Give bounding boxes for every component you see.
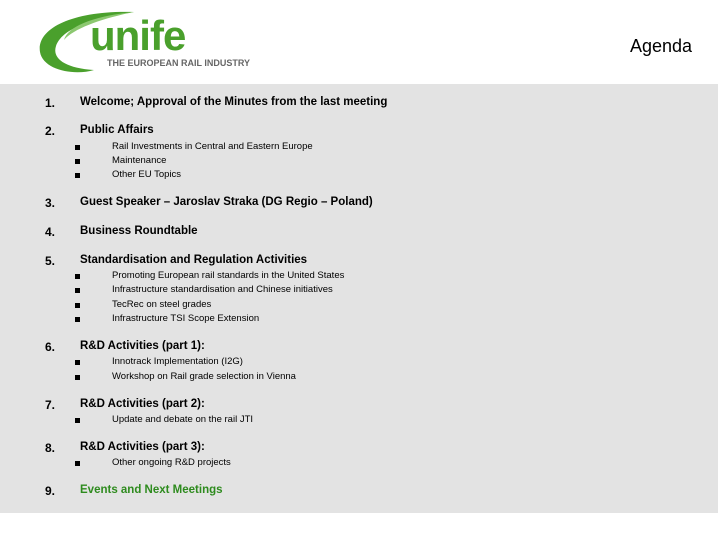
bullet-icon bbox=[75, 360, 80, 365]
bullet-icon bbox=[75, 159, 80, 164]
item-number: 7. bbox=[45, 398, 56, 412]
logo-subtitle: THE EUROPEAN RAIL INDUSTRY bbox=[107, 58, 251, 68]
sub-item-text: Infrastructure TSI Scope Extension bbox=[112, 313, 260, 324]
sub-item-text: Rail Investments in Central and Eastern Europe bbox=[112, 141, 313, 152]
sub-item bbox=[0, 155, 718, 169]
item-number: 9. bbox=[45, 484, 56, 498]
item-number: 5. bbox=[45, 254, 56, 268]
agenda-item-3 bbox=[0, 196, 718, 212]
unife-logo bbox=[34, 8, 254, 76]
item-number: 4. bbox=[45, 225, 56, 239]
sub-item bbox=[0, 284, 718, 298]
item-label: R&D Activities (part 1): bbox=[80, 340, 205, 352]
bullet-icon bbox=[75, 317, 80, 322]
item-label: Business Roundtable bbox=[80, 225, 198, 237]
item-number: 3. bbox=[45, 196, 56, 210]
sub-item-text: Update and debate on the rail JTI bbox=[112, 414, 254, 425]
bullet-icon bbox=[75, 303, 80, 308]
agenda-item-6 bbox=[0, 340, 718, 356]
agenda-item-7 bbox=[0, 398, 718, 414]
agenda-item-2 bbox=[0, 124, 718, 140]
page-title: Agenda bbox=[629, 36, 692, 56]
agenda-item-5 bbox=[0, 254, 718, 270]
sub-item bbox=[0, 414, 718, 428]
item-number: 2. bbox=[45, 124, 56, 138]
sub-item-text: Infrastructure standardisation and Chinese initiatives bbox=[112, 284, 333, 295]
item-label: Events and Next Meetings bbox=[80, 484, 223, 496]
sub-item-text: Other ongoing R&D projects bbox=[112, 457, 231, 468]
sub-item bbox=[0, 356, 718, 370]
sub-item bbox=[0, 270, 718, 284]
sub-item bbox=[0, 169, 718, 183]
agenda-panel bbox=[0, 84, 718, 513]
item-label: R&D Activities (part 2): bbox=[80, 398, 205, 410]
sub-item-text: TecRec on steel grades bbox=[112, 299, 212, 310]
sub-item-text: Maintenance bbox=[112, 155, 167, 166]
bullet-icon bbox=[75, 288, 80, 293]
bullet-icon bbox=[75, 461, 80, 466]
bullet-icon bbox=[75, 375, 80, 380]
bullet-icon bbox=[75, 145, 80, 150]
logo-wordmark: unife bbox=[90, 12, 186, 59]
header bbox=[0, 0, 720, 84]
sub-item bbox=[0, 141, 718, 155]
agenda-item-8 bbox=[0, 441, 718, 457]
sub-item bbox=[0, 299, 718, 313]
item-number: 8. bbox=[45, 441, 56, 455]
item-number: 6. bbox=[45, 340, 56, 354]
sub-item-text: Innotrack Implementation (I2G) bbox=[112, 356, 243, 367]
item-number: 1. bbox=[45, 96, 56, 110]
bullet-icon bbox=[75, 274, 80, 279]
agenda-item-9 bbox=[0, 484, 718, 500]
sub-item bbox=[0, 371, 718, 385]
item-label: Welcome; Approval of the Minutes from the last meeting bbox=[80, 96, 388, 108]
item-label: Guest Speaker – Jaroslav Straka (DG Regio – Poland) bbox=[80, 196, 373, 208]
bullet-icon bbox=[75, 418, 80, 423]
item-label: R&D Activities (part 3): bbox=[80, 441, 205, 453]
bullet-icon bbox=[75, 173, 80, 178]
sub-item bbox=[0, 313, 718, 327]
sub-item-text: Promoting European rail standards in the United States bbox=[112, 270, 345, 281]
item-label: Standardisation and Regulation Activities bbox=[80, 254, 308, 266]
sub-item-text: Other EU Topics bbox=[112, 169, 181, 180]
sub-item bbox=[0, 457, 718, 471]
agenda-item-1 bbox=[0, 96, 718, 112]
item-label: Public Affairs bbox=[80, 124, 154, 136]
agenda-item-4 bbox=[0, 225, 718, 241]
sub-item-text: Workshop on Rail grade selection in Vienna bbox=[112, 371, 296, 382]
